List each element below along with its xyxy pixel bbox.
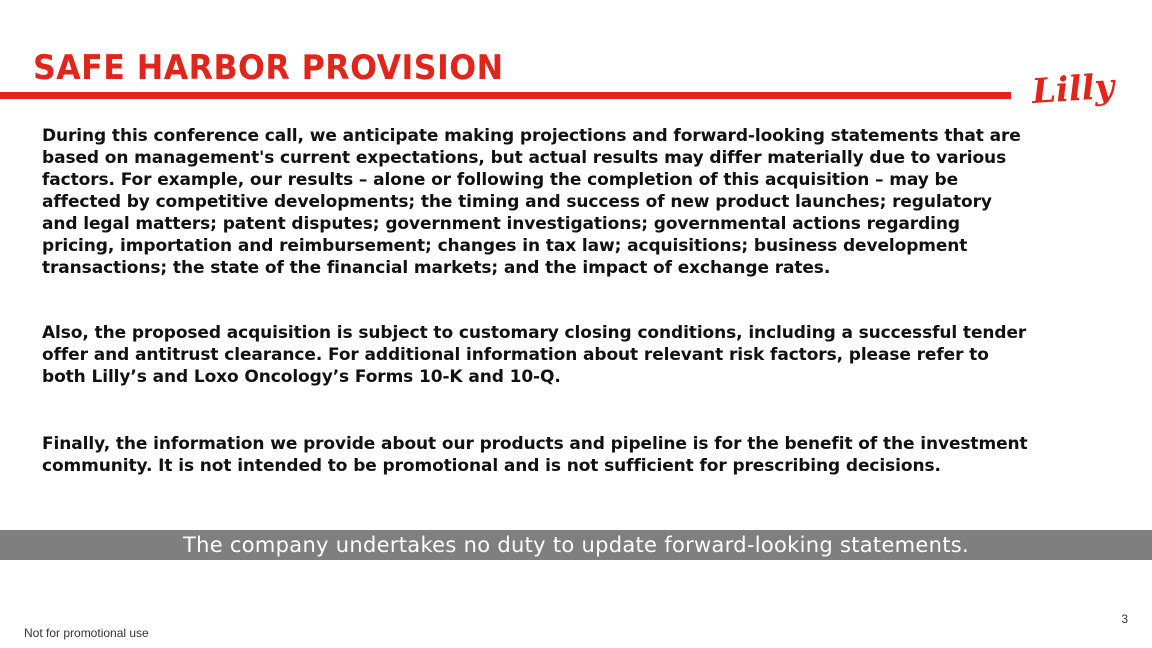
title-underline-rule xyxy=(0,92,1011,99)
footer-disclaimer: Not for promotional use xyxy=(24,626,149,640)
page-number: 3 xyxy=(1121,612,1128,626)
lilly-logo xyxy=(1028,62,1128,118)
paragraph-products-pipeline: Finally, the information we provide about our products and pipeline is for the benefit of the investment community. It is not intended to be promotional and is not sufficient for prescribing decisions. xyxy=(42,434,1028,476)
paragraph-acquisition: Also, the proposed acquisition is subject to customary closing conditions, including a successful tender offer and antitrust clearance. For additional information about relevant risk factors, please refer to both Lilly’s and Loxo Oncology’s Forms 10-K and 10-Q. xyxy=(42,323,1027,387)
lilly-logo-text: Lilly xyxy=(1030,66,1116,113)
paragraph-forward-looking: During this conference call, we anticipate making projections and forward-looking statements that are based on management's current expectations, but actual results may differ materially due to various factors. For example, our results – alone or following the completion of this acquisition – may be affected by competitive developments; the timing and success of new product launches; regulatory and legal matters; patent disputes; government investigations; governmental actions regarding pricing, importation and reimbursement; changes in tax law; acquisitions; business development transactions; the state of the financial markets; and the impact of exchange rates. xyxy=(42,126,1021,278)
banner-text: The company undertakes no duty to update forward-looking statements. xyxy=(182,533,970,557)
disclaimer-banner xyxy=(0,530,1152,560)
slide-title: SAFE HARBOR PROVISION xyxy=(33,48,504,88)
